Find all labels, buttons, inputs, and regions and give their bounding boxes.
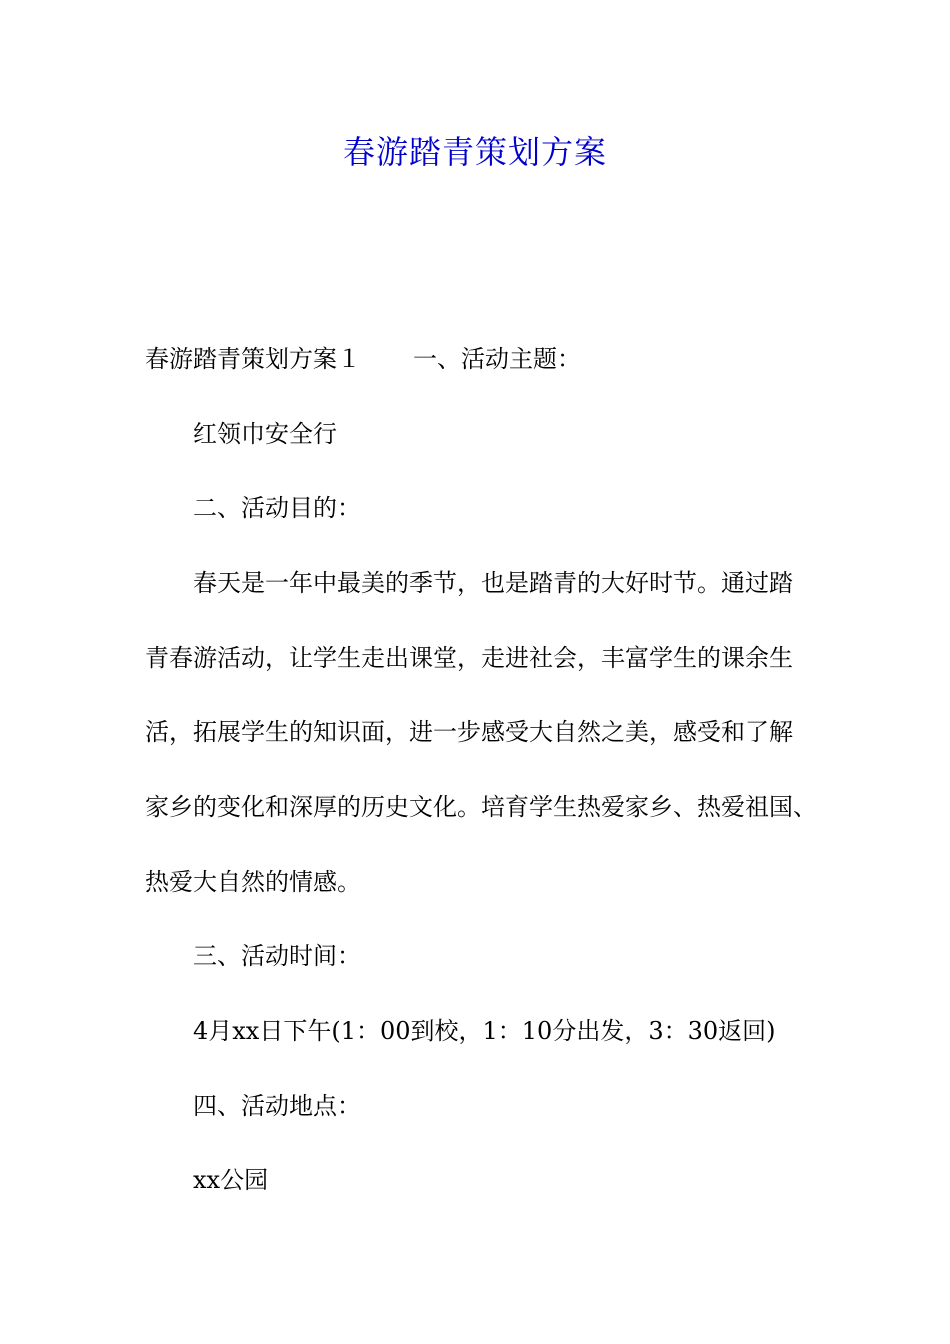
section-heading-purpose: 二、活动目的： (193, 494, 361, 522)
plan-heading-line (145, 343, 581, 375)
purpose-paragraph-line-4: 家乡的变化和深厚的历史文化。培育学生热爱家乡、热爱祖国、 (145, 793, 817, 821)
location-text: xx公园 (193, 1166, 269, 1194)
purpose-paragraph-line-3: 活，拓展学生的知识面，进一步感受大自然之美，感受和了解 (145, 718, 793, 746)
section-heading-time: 三、活动时间： (193, 942, 361, 970)
theme-text: 红领巾安全行 (193, 420, 337, 448)
purpose-paragraph-line-5: 热爱大自然的情感。 (145, 868, 361, 896)
purpose-paragraph-line-2: 青春游活动，让学生走出课堂，走进社会，丰富学生的课余生 (145, 644, 793, 672)
section-heading-location: 四、活动地点： (193, 1092, 361, 1120)
purpose-paragraph-line-1: 春天是一年中最美的季节，也是踏青的大好时节。通过踏 (193, 569, 793, 597)
time-text: 4月xx日下午(1：00到校，1：10分出发，3：30返回) (193, 1017, 776, 1045)
plan-label: 春游踏青策划方案１ (145, 345, 361, 373)
document-title: 春游踏青策划方案 (342, 133, 607, 171)
section-heading-theme: 一、活动主题： (413, 345, 581, 373)
